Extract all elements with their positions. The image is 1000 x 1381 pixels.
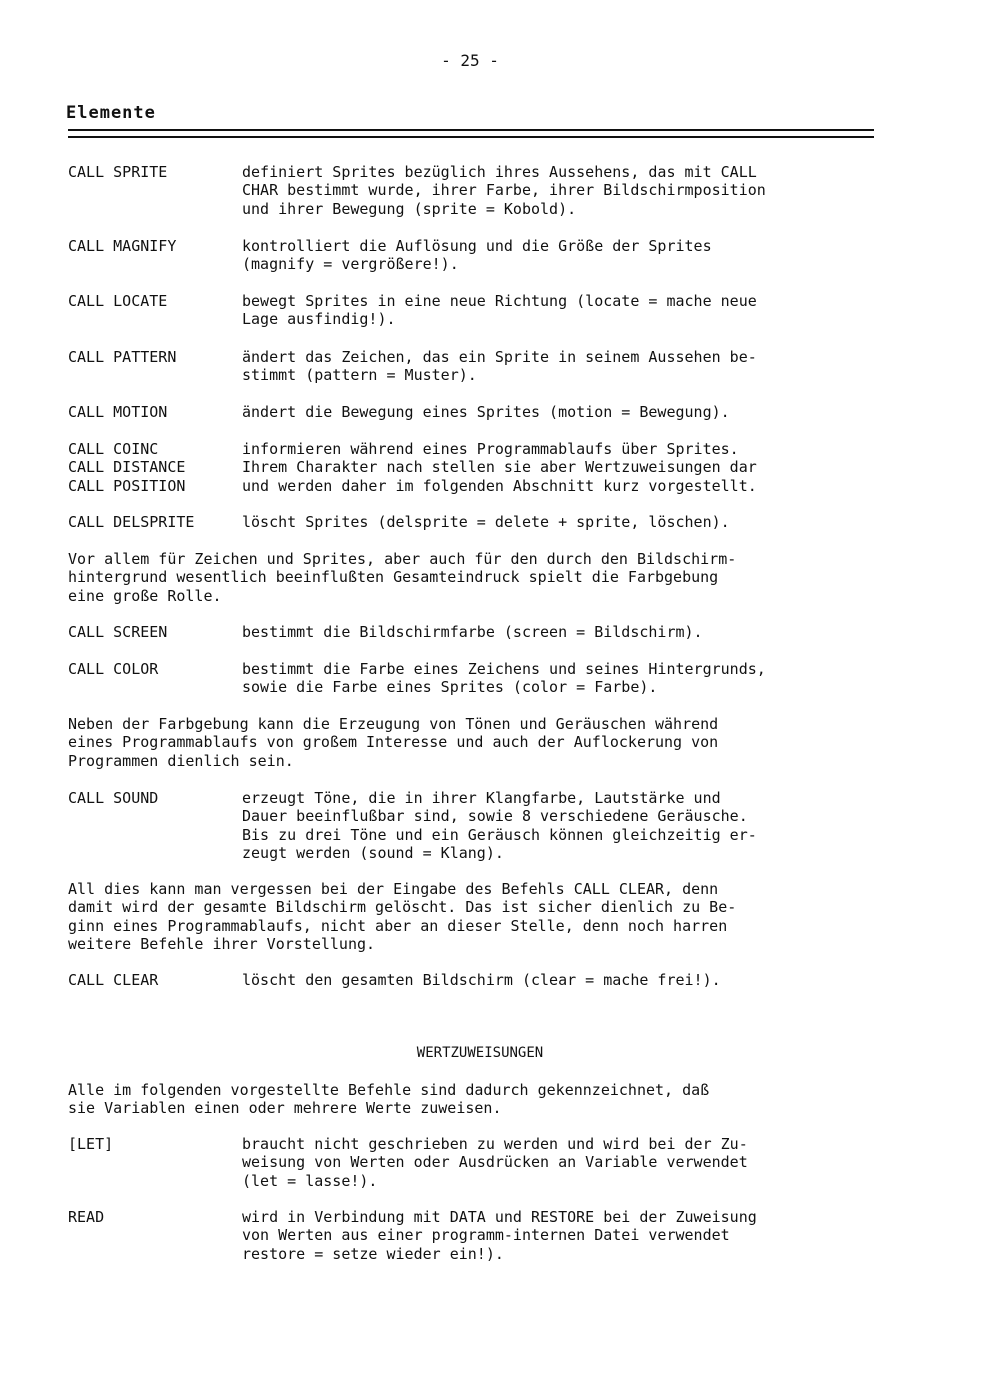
paragraph-line: hintergrund wesentlich beeinflußten Gesamteindruck spielt die Farbgebung (68, 568, 719, 587)
command-description (242, 1208, 902, 1263)
command-name (68, 660, 238, 678)
description-line: Dauer beeinflußbar sind, sowie 8 verschiedene Geräusche. (242, 807, 748, 826)
paragraph-line: eines Programmablaufs von großem Interesse und auch der Auflockerung von (68, 733, 719, 752)
description-line: sowie die Farbe eines Sprites (color = Farbe). (242, 678, 658, 697)
description-line: bestimmt die Bildschirmfarbe (screen = Bildschirm). (242, 623, 703, 641)
command-name-line: READ (68, 1208, 105, 1226)
description-line: (magnify = vergrößere!). (242, 255, 459, 274)
command-name (68, 1208, 238, 1226)
description-line: Lage ausfindig!). (242, 310, 396, 329)
paragraph-assignments (68, 1081, 888, 1118)
paragraph-line: Neben der Farbgebung kann die Erzeugung von Tönen und Geräuschen während (68, 715, 719, 733)
command-name-line: CALL COLOR (68, 660, 159, 678)
paragraph-line: All dies kann man vergessen bei der Eingabe des Befehls CALL CLEAR, denn (68, 880, 719, 898)
command-description (242, 789, 902, 863)
paragraph-clear (68, 880, 888, 954)
command-name (68, 163, 238, 181)
description-line: (let = lasse!). (242, 1171, 378, 1190)
description-line: restore = setze wieder ein!). (242, 1244, 504, 1263)
command-name-line: CALL LOCATE (68, 292, 168, 310)
command-description (242, 292, 902, 329)
description-line: weisung von Werten oder Ausdrücken an Variable verwendet (242, 1153, 748, 1172)
command-description (242, 1135, 902, 1190)
command-description (242, 440, 902, 495)
command-description (242, 660, 902, 697)
command-name-line: CALL DELSPRITE (68, 513, 195, 531)
description-line: informieren während eines Programmablaufs über Sprites. (242, 440, 739, 458)
command-description (242, 163, 902, 218)
command-name (68, 1135, 238, 1153)
description-line: erzeugt Töne, die in ihrer Klangfarbe, Lautstärke und (242, 789, 721, 807)
paragraph-line: Vor allem für Zeichen und Sprites, aber auch für den durch den Bildschirm- (68, 550, 737, 568)
command-name-line: CALL DISTANCE (68, 458, 186, 477)
heading-underline (68, 129, 874, 138)
command-description (242, 971, 902, 989)
command-name (68, 348, 238, 366)
paragraph-line: damit wird der gesamte Bildschirm gelöscht. Das ist sicher dienlich zu Be- (68, 898, 737, 917)
command-name (68, 292, 238, 310)
command-name-line: CALL MOTION (68, 403, 168, 421)
section-heading: Elemente (66, 103, 156, 123)
description-line: stimmt (pattern = Muster). (242, 366, 477, 385)
command-name (68, 513, 238, 531)
section-title: WERTZUWEISUNGEN (416, 1045, 544, 1061)
paragraph-line: sie Variablen einen oder mehrere Werte zuweisen. (68, 1099, 502, 1118)
description-line: ändert die Bewegung eines Sprites (motion = Bewegung). (242, 403, 730, 421)
description-line: von Werten aus einer programm-internen Datei verwendet (242, 1226, 730, 1245)
command-name-line: CALL SCREEN (68, 623, 168, 641)
command-name-line: [LET] (68, 1135, 114, 1153)
description-line: bestimmt die Farbe eines Zeichens und seines Hintergrunds, (242, 660, 766, 678)
paragraph-line: Programmen dienlich sein. (68, 751, 294, 770)
description-line: löscht Sprites (delsprite = delete + sprite, löschen). (242, 513, 730, 531)
command-name (68, 623, 238, 641)
description-line: kontrolliert die Auflösung und die Größe der Sprites (242, 237, 712, 255)
command-name (68, 440, 238, 495)
command-description (242, 623, 902, 641)
paragraph-line: ginn eines Programmablaufs, nicht aber an dieser Stelle, denn noch harren (68, 916, 728, 935)
description-line: braucht nicht geschrieben zu werden und wird bei der Zu- (242, 1135, 748, 1153)
paragraph-line: weitere Befehle ihrer Vorstellung. (68, 935, 376, 954)
description-line: CHAR bestimmt wurde, ihrer Farbe, ihrer Bildschirmposition (242, 181, 766, 200)
paragraph-colors (68, 550, 888, 605)
page-number: - 25 - (441, 51, 499, 70)
description-line: löscht den gesamten Bildschirm (clear = mache frei!). (242, 971, 721, 989)
command-name (68, 403, 238, 421)
paragraph-line: eine große Rolle. (68, 586, 222, 605)
command-name-line: CALL MAGNIFY (68, 237, 177, 255)
command-name-line: CALL SOUND (68, 789, 159, 807)
description-line: und werden daher im folgenden Abschnitt kurz vorgestellt. (242, 476, 757, 495)
description-line: Ihrem Charakter nach stellen sie aber Wertzuweisungen dar (242, 458, 757, 477)
description-line: zeugt werden (sound = Klang). (242, 844, 504, 863)
command-name-line: CALL CLEAR (68, 971, 159, 989)
command-name (68, 789, 238, 807)
paragraph-line: Alle im folgenden vorgestellte Befehle sind dadurch gekennzeichnet, daß (68, 1081, 710, 1099)
description-line: wird in Verbindung mit DATA und RESTORE bei der Zuweisung (242, 1208, 757, 1226)
description-line: Bis zu drei Töne und ein Geräusch können gleichzeitig er- (242, 825, 757, 844)
command-description (242, 348, 902, 385)
command-name (68, 971, 238, 989)
command-description (242, 513, 902, 531)
command-name-line: CALL PATTERN (68, 348, 177, 366)
command-name (68, 237, 238, 255)
command-description (242, 237, 902, 274)
description-line: ändert das Zeichen, das ein Sprite in seinem Aussehen be- (242, 348, 757, 366)
paragraph-sound (68, 715, 888, 770)
command-name-line: CALL POSITION (68, 476, 186, 495)
description-line: definiert Sprites bezüglich ihres Aussehens, das mit CALL (242, 163, 757, 181)
command-name-line: CALL SPRITE (68, 163, 168, 181)
description-line: und ihrer Bewegung (sprite = Kobold). (242, 199, 577, 218)
command-description (242, 403, 902, 421)
command-name-line: CALL COINC (68, 440, 159, 458)
description-line: bewegt Sprites in eine neue Richtung (locate = mache neue (242, 292, 757, 310)
